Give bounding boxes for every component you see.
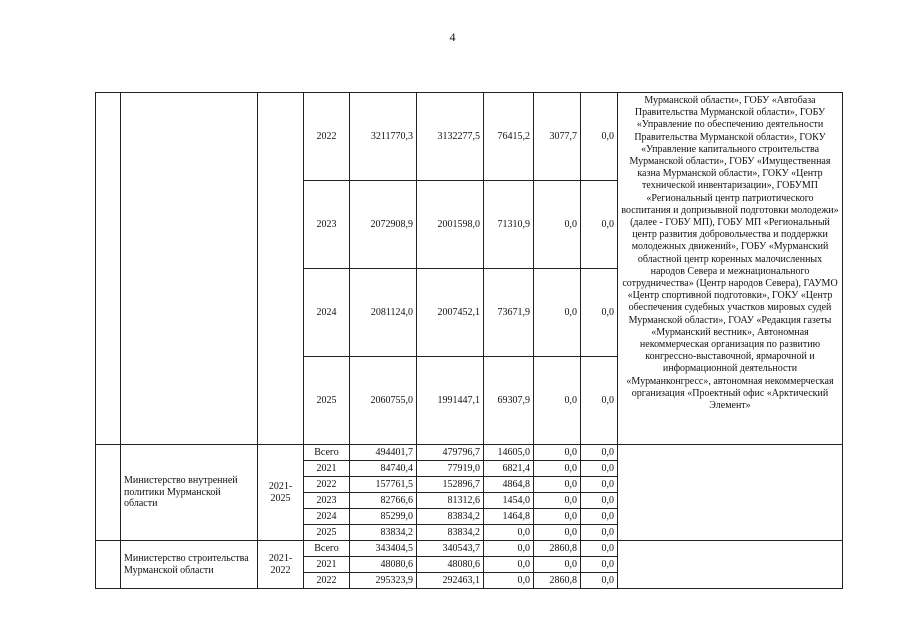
executors-note [618, 445, 843, 541]
extra-budget-cell: 6821,4 [484, 461, 534, 477]
org-cell [121, 93, 258, 445]
total-cell: 48080,6 [350, 557, 417, 573]
federal-budget-cell: 0,0 [534, 269, 581, 357]
extra-budget-cell: 0,0 [484, 557, 534, 573]
year-cell: Всего [304, 445, 350, 461]
extra-budget-cell: 14605,0 [484, 445, 534, 461]
extra-budget-cell: 0,0 [484, 541, 534, 557]
extra-budget-cell: 69307,9 [484, 357, 534, 445]
regional-budget-cell: 340543,7 [417, 541, 484, 557]
row-number-cell [96, 93, 121, 445]
federal-budget-cell: 0,0 [534, 493, 581, 509]
federal-budget-cell: 0,0 [534, 461, 581, 477]
local-budget-cell: 0,0 [581, 93, 618, 181]
extra-budget-cell: 71310,9 [484, 181, 534, 269]
year-cell: 2022 [304, 573, 350, 589]
regional-budget-cell: 292463,1 [417, 573, 484, 589]
regional-budget-cell: 152896,7 [417, 477, 484, 493]
year-cell: 2021 [304, 461, 350, 477]
federal-budget-cell: 0,0 [534, 181, 581, 269]
period-cell [258, 93, 304, 445]
total-cell: 494401,7 [350, 445, 417, 461]
year-cell: 2025 [304, 357, 350, 445]
local-budget-cell: 0,0 [581, 181, 618, 269]
org-cell: Министерство внутренней политики Мурманской области [121, 445, 258, 541]
year-cell: 2022 [304, 477, 350, 493]
total-cell: 3211770,3 [350, 93, 417, 181]
executors-note [618, 541, 843, 589]
extra-budget-cell: 0,0 [484, 573, 534, 589]
regional-budget-cell: 2001598,0 [417, 181, 484, 269]
total-cell: 295323,9 [350, 573, 417, 589]
federal-budget-cell: 0,0 [534, 477, 581, 493]
regional-budget-cell: 3132277,5 [417, 93, 484, 181]
extra-budget-cell: 73671,9 [484, 269, 534, 357]
local-budget-cell: 0,0 [581, 557, 618, 573]
local-budget-cell: 0,0 [581, 461, 618, 477]
executors-note: Мурманской области», ГОБУ «Автобаза Правительства Мурманской области», ГОБУ «Управление по обеспечению деятельности Правительства Мурманской области», ГОКУ «Управление капитального строительства Мурманской области», ГОБУ «Имущественная казна Мурманской области», ГОКУ «Центр технической инвентаризации», ГОБУМП «Региональный центр патриотического воспитания и допризывной подготовки молодежи» (далее - ГОБУ МП), ГОБУ МП «Региональный центр развития добровольчества и поддержки молодежных движений», ГОБУ «Мурманский областной центр коренных малочисленных народов Севера и межнационального сотрудничества» (Центр народов Севера), ГАУМО «Центр спортивной подготовки», ГОКУ «Центр обеспечения судебных участков мировых судей Мурманской области», ГОАУ «Редакция газеты «Мурманский вестник», Автономная некоммерческая организация по развитию конгрессно-выставочной, ярмарочной и информационной деятельности «Мурманконгресс», автономная некоммерческая организация «Проектный офис «Арктический Элемент» [618, 93, 843, 445]
federal-budget-cell: 3077,7 [534, 93, 581, 181]
total-cell: 82766,6 [350, 493, 417, 509]
local-budget-cell: 0,0 [581, 493, 618, 509]
budget-table [95, 92, 843, 589]
federal-budget-cell: 0,0 [534, 557, 581, 573]
table-row [96, 541, 843, 557]
federal-budget-cell: 2860,8 [534, 541, 581, 557]
regional-budget-cell: 2007452,1 [417, 269, 484, 357]
table-row [96, 445, 843, 461]
regional-budget-cell: 83834,2 [417, 509, 484, 525]
row-number-cell [96, 541, 121, 589]
period-cell: 2021-2022 [258, 541, 304, 589]
page-number: 4 [449, 30, 456, 44]
total-cell: 85299,0 [350, 509, 417, 525]
federal-budget-cell: 0,0 [534, 525, 581, 541]
year-cell: 2024 [304, 269, 350, 357]
year-cell: 2023 [304, 493, 350, 509]
year-cell: 2022 [304, 93, 350, 181]
year-cell: 2025 [304, 525, 350, 541]
year-cell: 2023 [304, 181, 350, 269]
regional-budget-cell: 48080,6 [417, 557, 484, 573]
extra-budget-cell: 1464,8 [484, 509, 534, 525]
federal-budget-cell: 0,0 [534, 445, 581, 461]
extra-budget-cell: 76415,2 [484, 93, 534, 181]
local-budget-cell: 0,0 [581, 269, 618, 357]
local-budget-cell: 0,0 [581, 541, 618, 557]
total-cell: 84740,4 [350, 461, 417, 477]
extra-budget-cell: 0,0 [484, 525, 534, 541]
federal-budget-cell: 2860,8 [534, 573, 581, 589]
total-cell: 2081124,0 [350, 269, 417, 357]
row-number-cell [96, 445, 121, 541]
federal-budget-cell: 0,0 [534, 357, 581, 445]
extra-budget-cell: 4864,8 [484, 477, 534, 493]
table-row [96, 93, 843, 181]
regional-budget-cell: 81312,6 [417, 493, 484, 509]
total-cell: 343404,5 [350, 541, 417, 557]
org-cell: Министерство строительства Мурманской области [121, 541, 258, 589]
year-cell: 2021 [304, 557, 350, 573]
regional-budget-cell: 77919,0 [417, 461, 484, 477]
total-cell: 157761,5 [350, 477, 417, 493]
extra-budget-cell: 1454,0 [484, 493, 534, 509]
year-cell: 2024 [304, 509, 350, 525]
regional-budget-cell: 479796,7 [417, 445, 484, 461]
local-budget-cell: 0,0 [581, 357, 618, 445]
local-budget-cell: 0,0 [581, 445, 618, 461]
local-budget-cell: 0,0 [581, 477, 618, 493]
period-cell: 2021-2025 [258, 445, 304, 541]
local-budget-cell: 0,0 [581, 509, 618, 525]
year-cell: Всего [304, 541, 350, 557]
total-cell: 83834,2 [350, 525, 417, 541]
regional-budget-cell: 1991447,1 [417, 357, 484, 445]
total-cell: 2072908,9 [350, 181, 417, 269]
total-cell: 2060755,0 [350, 357, 417, 445]
local-budget-cell: 0,0 [581, 573, 618, 589]
local-budget-cell: 0,0 [581, 525, 618, 541]
federal-budget-cell: 0,0 [534, 509, 581, 525]
regional-budget-cell: 83834,2 [417, 525, 484, 541]
